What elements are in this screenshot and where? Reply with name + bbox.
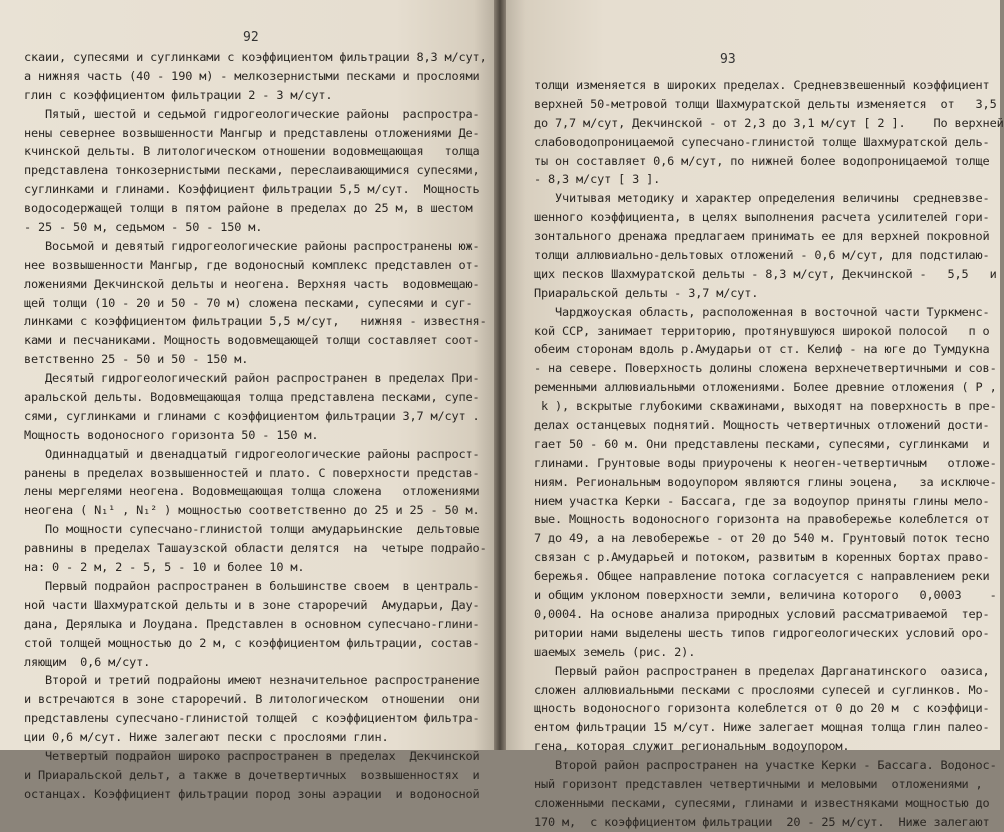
text-line: ветственно 25 - 50 и 50 - 150 м. bbox=[24, 352, 249, 367]
text-line: представлена тонкозернистыми песками, переслаивающимися супесями, bbox=[24, 163, 480, 178]
text-line: гена, которая служит региональным водоупором. bbox=[534, 739, 850, 754]
text-line: скаии, супесями и суглинками с коэффициентом фильтрации 8,3 м/сут, bbox=[24, 50, 487, 64]
text-line: толщи аллювиально-дельтовых отложений - 0,6 м/сут, для подстилаю- bbox=[534, 248, 990, 263]
right-page-number: 93 bbox=[720, 52, 736, 67]
text-line: стой толщей мощностью до 2 м, с коэффициентом фильтрации, состав- bbox=[24, 635, 480, 650]
text-line: ты он составляет 0,6 м/сут, по нижней более водопроницаемой толще bbox=[534, 153, 990, 168]
text-line: Первый район распространен в пределах Дарганатинского оазиса, bbox=[534, 663, 990, 678]
text-line: Чарджоуская область, расположенная в восточной части Туркменс- bbox=[534, 304, 990, 319]
text-line: шенного коэффициента, в целях выполнения расчета усилителей гори- bbox=[534, 210, 990, 225]
right-page bbox=[506, 0, 1004, 829]
text-line: 0,0004. На основе анализа природных условий рассматриваемой тер- bbox=[534, 606, 990, 621]
text-line: на: 0 - 2 м, 2 - 5, 5 - 10 и более 10 м. bbox=[24, 560, 305, 575]
text-line: кчинской дельты. В литологическом отношении водовмещающая толща bbox=[24, 144, 480, 159]
text-line: k ), вскрытые глубокими скважинами, выходят на поверхность в пре- bbox=[534, 399, 997, 414]
text-line: верхней 50-метровой толщи Шахмуратской дельты изменяется от 3,5 bbox=[534, 96, 997, 111]
text-line: зонтального дренажа предлагаем принимать ее для верхней покровной bbox=[534, 229, 990, 244]
text-line: обеим сторонам вдоль р.Амударьи от ст. Келиф - на юге до Тумдукна bbox=[534, 342, 990, 357]
text-line: Мощность водоносного горизонта 50 - 150 м. bbox=[24, 427, 319, 442]
text-line: а нижняя часть (40 - 190 м) - мелкозернистыми песками и прослоями bbox=[24, 68, 480, 83]
left-page bbox=[0, 0, 494, 801]
text-line: щей толщи (10 - 20 и 50 - 70 м) сложена песками, супесями и суг- bbox=[24, 295, 473, 310]
text-line: равнины в пределах Ташаузской области делятся на четыре подрайо- bbox=[24, 541, 487, 556]
text-line: Десятый гидрогеологический район распространен в пределах При- bbox=[24, 371, 480, 386]
text-line: ложениями Декчинской дельты и неогена. Верхняя часть водовмещаю- bbox=[24, 276, 480, 291]
text-line: водосодержащей толщи в пятом районе в пределах до 25 м, в шестом bbox=[24, 201, 473, 216]
text-line: По мощности супесчано-глинистой толщи амударьинские дельтовые bbox=[24, 522, 480, 537]
text-line: и Приаральской дельт, а также в дочетвертичных возвышенностях и bbox=[24, 767, 480, 782]
text-line: ный горизонт представлен четвертичными и меловыми отложениями , bbox=[534, 776, 983, 791]
text-line: Второй и третий подрайоны имеют незначительное распространение bbox=[24, 673, 480, 688]
right-page-text bbox=[534, 76, 1004, 832]
text-line: суглинками и глинами. Коэффициент фильтрации 5,5 м/сут. Мощность bbox=[24, 182, 480, 197]
text-line: неогена ( N₁¹ , N₁² ) мощностью соответственно до 25 и 25 - 50 м. bbox=[24, 503, 480, 518]
text-line: нием участка Керки - Бассага, где за водоупор приняты глины мело- bbox=[534, 493, 990, 508]
left-page-text bbox=[24, 48, 487, 804]
book-gutter bbox=[494, 0, 506, 750]
text-line: сложенными песками, супесями, глинами и известняками мощностью до bbox=[534, 795, 990, 810]
text-line: ниям. Региональным водоупором являются глины эоцена, за исключе- bbox=[534, 474, 997, 489]
text-line: делах останцевых поднятий. Мощность четвертичных отложений дости- bbox=[534, 418, 990, 433]
text-line: кой ССР, занимает территорию, протянувшуюся широкой полосой п о bbox=[534, 323, 990, 338]
text-line: шаемых земель (рис. 2). bbox=[534, 644, 696, 659]
text-line: ранены в пределах возвышенностей и плато. С поверхности представ- bbox=[24, 465, 480, 480]
text-line: бережья. Общее направление потока согласуется с направлением реки bbox=[534, 569, 990, 584]
text-line: ременными аллювиальными отложениями. Более древние отложения ( P , bbox=[534, 380, 997, 395]
text-line: линками с коэффициентом фильтрации 5,5 м/сут, нижняя - известня- bbox=[24, 314, 487, 329]
text-line: Учитывая методику и характер определения величины средневзве- bbox=[534, 191, 990, 206]
text-line: Пятый, шестой и седьмой гидрогеологические районы распростра- bbox=[24, 106, 480, 121]
text-line: ной части Шахмуратской дельты и в зоне староречий Амударьи, Дау- bbox=[24, 597, 480, 612]
text-line: ками и песчаниками. Мощность водовмещающей толщи составляет соот- bbox=[24, 333, 480, 348]
text-line: дана, Дерялыка и Лоудана. Представлен в основном супесчано-глини- bbox=[24, 616, 480, 631]
text-line: Четвертый подрайон широко распространен в пределах Декчинской bbox=[24, 748, 480, 763]
text-line: - на севере. Поверхность долины сложена верхнечетвертичными и сов- bbox=[534, 361, 997, 376]
text-line: Второй район распространен на участке Керки - Бассага. Водонос- bbox=[534, 758, 997, 773]
text-line: Восьмой и девятый гидрогеологические районы распространены юж- bbox=[24, 238, 480, 253]
text-line: останцах. Коэффициент фильтрации пород зоны аэрации и водоносной bbox=[24, 786, 480, 801]
text-line: представлены супесчано-глинистой толщей с коэффициентом фильтра- bbox=[24, 711, 480, 726]
text-line: до 7,7 м/сут, Декчинской - от 2,3 до 3,1 м/сут [ 2 ]. По верхней bbox=[534, 115, 1004, 130]
text-line: сями, суглинками и глинами с коэффициентом фильтрации 3,7 м/сут . bbox=[24, 408, 480, 423]
text-line: глинами. Грунтовые воды приурочены к неоген-четвертичным отложе- bbox=[534, 455, 997, 470]
text-line: нее возвышенности Мангыр, где водоносный комплекс представлен от- bbox=[24, 257, 480, 272]
text-line: ентом фильтрации 15 м/сут. Ниже залегает мощная толща глин палео- bbox=[534, 720, 990, 735]
text-line: Одиннадцатый и двенадцатый гидрогеологические районы распрост- bbox=[24, 446, 480, 461]
text-line: и общим уклоном поверхности земли, величина которого 0,0003 - bbox=[534, 588, 997, 603]
text-line: лены мергелями неогена. Водовмещающая толща сложена отложениями bbox=[24, 484, 480, 499]
text-line: 7 до 49, а на левобережье - от 20 до 540 м. Грунтовый поток тесно bbox=[534, 531, 990, 546]
text-line: аральской дельты. Водовмещающая толща представлена песками, супе- bbox=[24, 390, 480, 405]
text-line: щность водоносного горизонта колеблется от 0 до 20 м с коэффици- bbox=[534, 701, 990, 716]
text-line: - 25 - 50 м, седьмом - 50 - 150 м. bbox=[24, 220, 263, 235]
text-line: нены севернее возвышенности Мангыр и представлены отложениями Де- bbox=[24, 125, 480, 140]
text-line: глин с коэффициентом фильтрации 2 - 3 м/сут. bbox=[24, 87, 333, 102]
text-line: Приаральской дельты - 3,7 м/сут. bbox=[534, 285, 759, 300]
text-line: толщи изменяется в широких пределах. Средневзвешенный коэффициент bbox=[534, 78, 990, 92]
text-line: слабоводопроницаемой супесчано-глинистой толще Шахмуратской дель- bbox=[534, 134, 990, 149]
text-line: ции 0,6 м/сут. Ниже залегают пески с прослоями глин. bbox=[24, 730, 389, 745]
text-line: ляющим 0,6 м/сут. bbox=[24, 654, 151, 669]
text-line: ритории нами выделены шесть типов гидрогеологических условий оро- bbox=[534, 625, 990, 640]
text-line: щих песков Шахмуратской дельты - 8,3 м/сут, Декчинской - 5,5 и bbox=[534, 266, 997, 281]
text-line: вые. Мощность водоносного горизонта на правобережье колеблется от bbox=[534, 512, 990, 527]
text-line: 170 м, с коэффициентом фильтрации 20 - 25 м/сут. Ниже залегают bbox=[534, 814, 990, 829]
text-line: гает 50 - 60 м. Они представлены песками, супесями, суглинками и bbox=[534, 436, 990, 451]
text-line: сложен аллювиальными песками с прослоями супесей и суглинков. Мо- bbox=[534, 682, 990, 697]
text-line: и встречаются в зоне староречий. В литологическом отношении они bbox=[24, 692, 480, 707]
text-line: - 8,3 м/сут [ 3 ]. bbox=[534, 172, 661, 187]
left-page-number: 92 bbox=[243, 30, 259, 45]
text-line: связан с р.Амударьей и потоком, развитым в коренных бортах право- bbox=[534, 550, 990, 565]
text-line: Первый подрайон распространен в большинстве своем в централь- bbox=[24, 578, 480, 593]
